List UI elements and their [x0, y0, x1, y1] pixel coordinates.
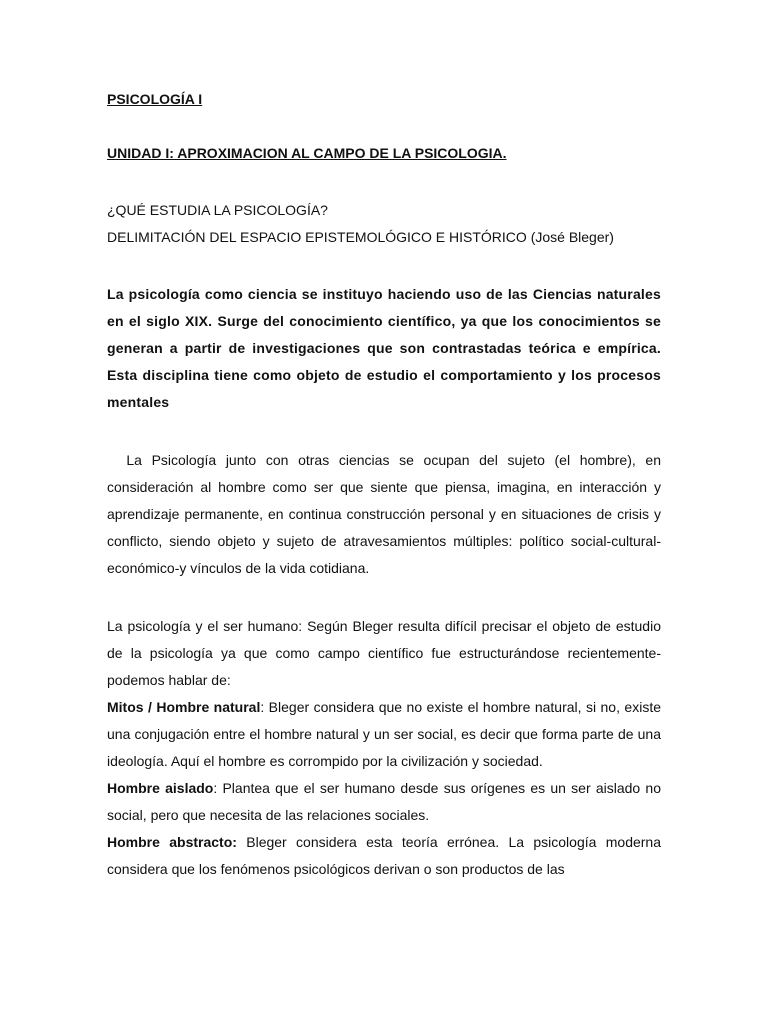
unit-title: UNIDAD I: APROXIMACION AL CAMPO DE LA PSICOLOGIA. — [107, 145, 507, 161]
term-hombre-aislado — [107, 775, 661, 829]
term-label: Hombre abstracto: — [107, 834, 237, 850]
paragraph-sujeto: La Psicología junto con otras ciencias se ocupan del sujeto (el hombre), en consideración al hombre como ser que siente que piensa, imagina, en interacción y aprendizaje permanente, en continua construcción personal y en situaciones de crisis y conflicto, siendo objeto y sujeto de atravesamientos múltiples: político social-cultural-económico-y vínculos de la vida cotidiana. — [107, 452, 661, 576]
intro-paragraph: La psicología como ciencia se instituyo haciendo uso de las Ciencias naturales en el siglo XIX. Surge del conocimiento científico, ya que los conocimientos se generan a partir de investigaciones que son contrastadas teórica e empírica. Esta disciplina tiene como objeto de estudio el comportamiento y los procesos mentales — [107, 286, 661, 410]
paragraph-bleger: La psicología y el ser humano: Según Bleger resulta difícil precisar el objeto de estudio de la psicología ya que como campo científico fue estructurándose recientemente-podemos hablar de: — [107, 618, 661, 688]
term-hombre-abstracto — [107, 829, 661, 883]
subheading-block — [107, 197, 661, 251]
term-text: : Plantea que el ser humano desde sus orígenes es un ser aislado no social, pero que necesita de las relaciones sociales. — [107, 780, 662, 823]
term-label: Mitos / Hombre natural — [107, 699, 261, 715]
term-text: : Bleger considera que no existe el hombre natural, si no, existe una conjugación entre el hombre natural y un ser social, es decir que forma parte de una ideología. Aquí el hombre es corrompido por la civilización y sociedad. — [107, 699, 661, 769]
delimitation-heading: DELIMITACIÓN DEL ESPACIO EPISTEMOLÓGICO E HISTÓRICO (José Bleger) — [107, 229, 614, 245]
document-title: PSICOLOGÍA I — [107, 91, 203, 107]
term-label: Hombre aislado — [107, 780, 214, 796]
question-heading: ¿QUÉ ESTUDIA LA PSICOLOGÍA? — [107, 202, 328, 218]
term-mitos-hombre-natural — [107, 694, 661, 775]
term-text: Bleger considera esta teoría errónea. La psicología moderna considera que los fenómenos psicológicos derivan o son productos de las — [107, 834, 661, 877]
document-page — [107, 89, 661, 883]
